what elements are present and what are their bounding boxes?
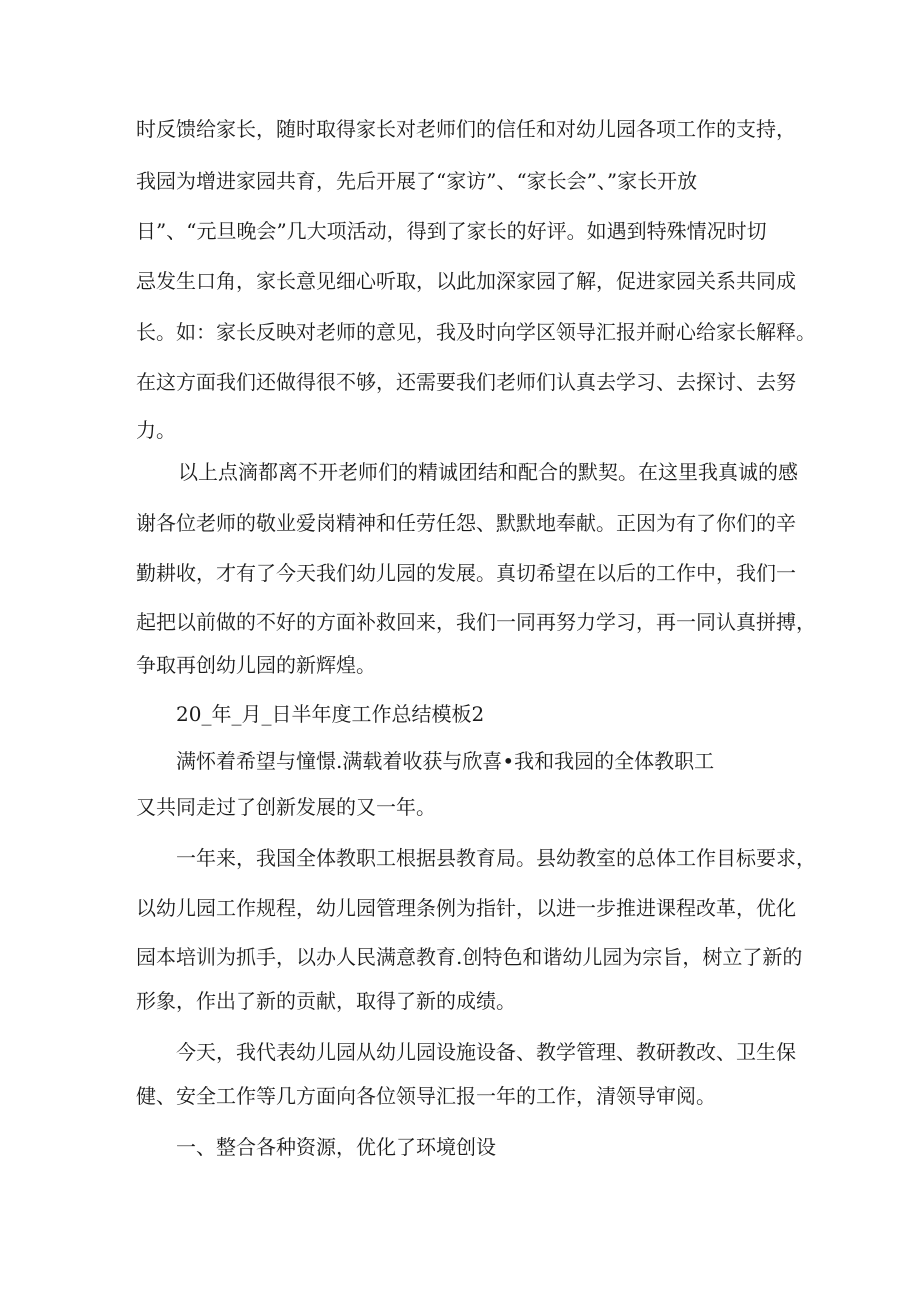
text-line: 健、安全工作等几方面向各位领导汇报一年的工作，清领导审阅。 [136, 1084, 716, 1108]
text-line: 起把以前做的不好的方面补救回来，我们一同再努力学习，再一同认真拼搏， [136, 610, 816, 634]
text-line: 忌发生口角，家长意见细心听取，以此加深家园了解，促进家园关系共同成 [136, 269, 796, 293]
text-line: 今天，我代表幼儿园从幼儿园设施设备、教学管理、教研教改、卫生保 [176, 1040, 796, 1064]
text-line: 力。 [136, 418, 176, 442]
text-line: 园本培训为抓手，以办人民满意教育.创特色和谐幼儿园为宗旨，树立了新的 [136, 945, 803, 969]
text-line: 勤耕收，才有了今天我们幼儿园的发展。真切希望在以后的工作中，我们一 [136, 561, 796, 585]
text-line: 以幼儿园工作规程，幼儿园管理条例为指针，以进一步推进课程改革，优化 [136, 896, 796, 920]
text-line: 形象，作出了新的贡献，取得了新的成绩。 [136, 989, 516, 1013]
text-line: 在这方面我们还做得很不够，还需要我们老师们认真去学习、去探讨、去努 [136, 370, 796, 394]
text-line: 满怀着希望与憧憬.满载着收获与欣喜•我和我园的全体教职工 [176, 749, 715, 773]
text-line: 日”、“元旦晚会”几大项活动，得到了家长的好评。如遇到特殊情况时切 [136, 219, 767, 243]
text-line: 谢各位老师的敬业爱岗精神和任劳任怨、默默地奉献。正因为有了你们的辛 [136, 511, 796, 535]
section-heading: 20_年_月_日半年度工作总结模板2 [176, 702, 485, 726]
text-line: 以上点滴都离不开老师们的精诚团结和配合的默契。在这里我真诚的感 [178, 460, 798, 484]
text-line: 又共同走过了创新发展的又一年。 [136, 795, 436, 819]
section-heading: 一、整合各种资源，优化了环境创设 [176, 1135, 496, 1159]
text-line: 时反馈给家长，随时取得家长对老师们的信任和对幼儿园各项工作的支持， [136, 117, 796, 141]
text-line: 争取再创幼儿园的新辉煌。 [136, 653, 376, 677]
text-line: 我园为增进家园共育，先后开展了“家访”、“家长会”、”家长开放 [136, 169, 698, 193]
text-line: 长。如：家长反映对老师的意见，我及时向学区领导汇报并耐心给家长解释。 [136, 320, 816, 344]
text-line: 一年来，我国全体教职工根据县教育局。县幼教室的总体工作目标要求， [176, 846, 816, 870]
